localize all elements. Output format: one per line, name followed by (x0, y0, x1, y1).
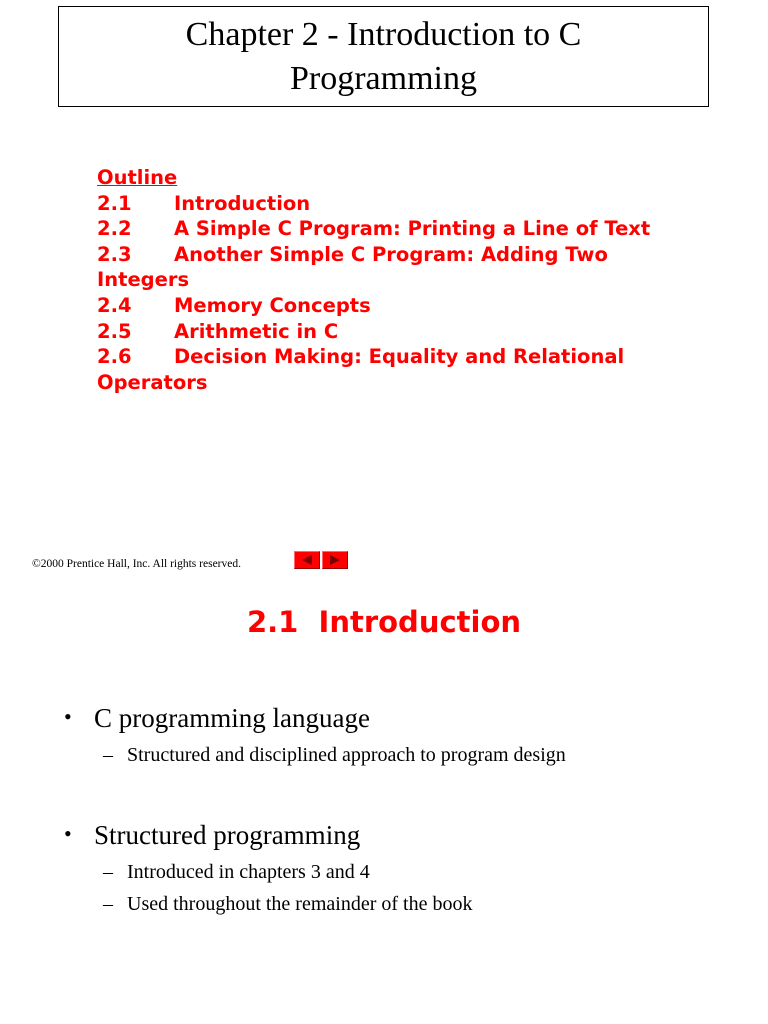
outline-item (97, 344, 717, 370)
bullet-text: C programming language (94, 703, 370, 733)
bullet-item (64, 820, 360, 851)
section-title: 2.1 Introduction (246, 605, 522, 639)
outline-item (97, 242, 717, 268)
outline-item-number: 2.4 (97, 293, 132, 317)
outline-item (97, 191, 717, 217)
outline-item-text: Introduction (174, 191, 311, 215)
outline-item-number: 2.6 (97, 345, 132, 369)
slide-title-line-1: Chapter 2 - Introduction to C (185, 15, 582, 53)
copyright-notice: ©2000 Prentice Hall, Inc. All rights reserved. (32, 558, 241, 570)
bullet-item (64, 703, 370, 734)
sub-bullet-item (103, 861, 370, 884)
outline-item-number: 2.5 (97, 319, 132, 343)
triangle-left-icon (301, 555, 313, 565)
outline-item-continuation: Integers (97, 268, 190, 292)
sub-bullet-item (103, 893, 472, 916)
next-slide-button[interactable] (322, 551, 348, 569)
outline-item (97, 216, 717, 242)
previous-slide-button[interactable] (294, 551, 320, 569)
outline-item-text: Memory Concepts (174, 293, 371, 317)
sub-bullet-item (103, 744, 566, 767)
sub-bullet-text: Used throughout the remainder of the book (127, 893, 473, 915)
sub-bullet-dash: – (103, 744, 113, 766)
sub-bullet-text: Structured and disciplined approach to program design (127, 744, 566, 766)
sub-bullet-text: Introduced in chapters 3 and 4 (127, 861, 370, 883)
slide-navigation (294, 551, 348, 569)
outline-item-continuation: Operators (97, 370, 208, 394)
outline (97, 165, 717, 395)
outline-item-text: Arithmetic in C (174, 319, 339, 343)
bullet-text: Structured programming (94, 820, 361, 850)
sub-bullet-dash: – (103, 893, 113, 915)
outline-item-text: A Simple C Program: Printing a Line of Text (174, 217, 651, 241)
outline-heading: Outline (97, 166, 178, 189)
triangle-right-icon (329, 555, 341, 565)
outline-item-number: 2.2 (97, 217, 132, 241)
outline-item-number: 2.3 (97, 242, 132, 266)
sub-bullet-dash: – (103, 861, 113, 883)
slide-title-line-2: Programming (290, 59, 477, 97)
outline-item (97, 319, 717, 345)
outline-item (97, 293, 717, 319)
bullet-dot: • (64, 704, 72, 729)
slide-title-box (58, 6, 709, 107)
outline-item-text: Decision Making: Equality and Relational (174, 345, 625, 369)
outline-item-number: 2.1 (97, 191, 132, 215)
bullet-dot: • (64, 821, 72, 846)
outline-item-text: Another Simple C Program: Adding Two (174, 242, 608, 266)
